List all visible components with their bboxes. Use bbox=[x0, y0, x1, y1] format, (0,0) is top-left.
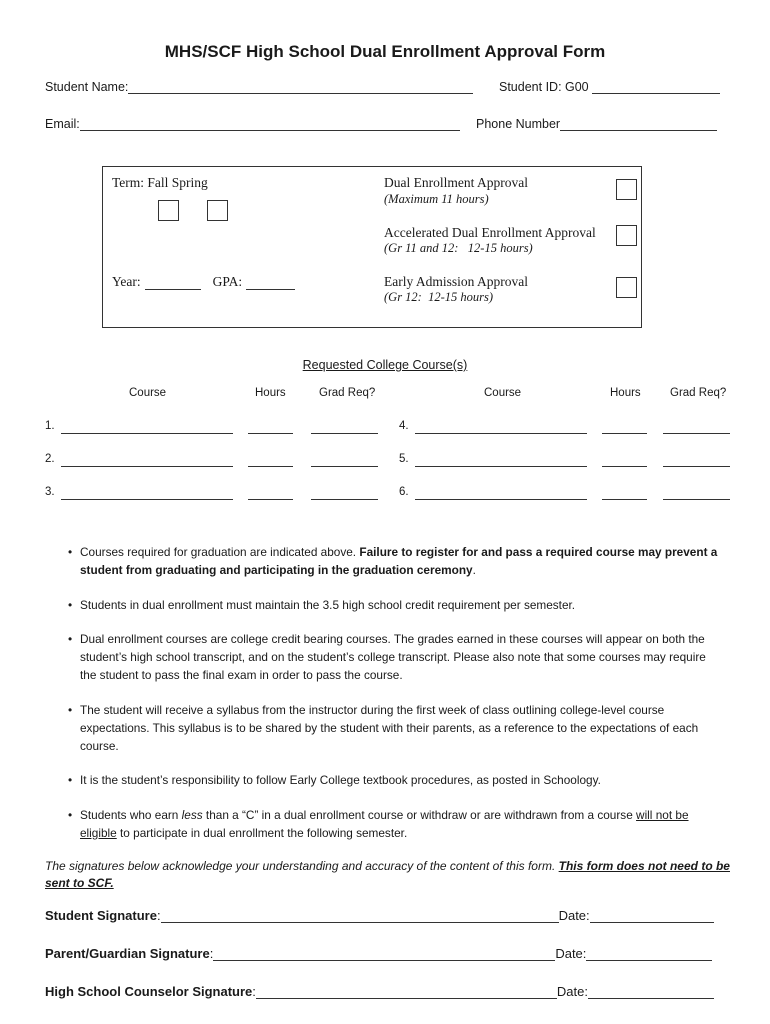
colon: : bbox=[209, 946, 214, 961]
student-signature-field[interactable] bbox=[161, 910, 559, 923]
row-number: 5. bbox=[399, 453, 409, 465]
counselor-signature-row bbox=[45, 984, 714, 999]
page-title: MHS/SCF High School Dual Enrollment Approval Form bbox=[164, 42, 606, 61]
hours-1-field[interactable] bbox=[248, 433, 293, 434]
student-name-field[interactable] bbox=[128, 81, 473, 94]
early-admission-checkbox[interactable] bbox=[616, 277, 637, 298]
option-accelerated-subtitle: (Gr 11 and 12: 12-15 hours) bbox=[384, 241, 533, 255]
note-bold-text: This form does not need to be sent to SCF. bbox=[45, 859, 730, 890]
hours-2-field[interactable] bbox=[248, 466, 293, 467]
bullet-text: . bbox=[472, 563, 476, 577]
row-number: 4. bbox=[399, 420, 409, 432]
option-dual-subtitle: (Maximum 11 hours) bbox=[384, 192, 489, 206]
info-bullets bbox=[64, 543, 724, 858]
student-signature-row bbox=[45, 908, 714, 923]
bullet-text: Students who earn bbox=[80, 807, 182, 822]
student-name-row bbox=[45, 80, 473, 94]
year-field[interactable] bbox=[145, 278, 201, 290]
parent-signature-field[interactable] bbox=[213, 948, 555, 961]
phone-label: Phone Number bbox=[476, 117, 561, 131]
hours-6-field[interactable] bbox=[602, 499, 647, 500]
bullet-underline-text: will not be bbox=[636, 807, 689, 822]
col-grad-left: Grad Req? bbox=[319, 387, 376, 399]
counselor-signature-field[interactable] bbox=[256, 986, 557, 999]
course-6-field[interactable] bbox=[415, 499, 587, 500]
option-dual-title: Dual Enrollment Approval bbox=[384, 175, 528, 190]
colon: : bbox=[252, 984, 256, 999]
row-number: 1. bbox=[45, 420, 55, 432]
grad-1-field[interactable] bbox=[311, 433, 378, 434]
course-3-field[interactable] bbox=[61, 499, 233, 500]
term-label: Term: Fall Spring bbox=[112, 175, 208, 190]
student-signature-label: Student Signature bbox=[45, 908, 157, 923]
signature-note bbox=[45, 858, 735, 892]
col-course-right: Course bbox=[484, 387, 522, 399]
option-early-title: Early Admission Approval bbox=[384, 274, 528, 289]
date-label: Date: bbox=[555, 946, 587, 961]
counselor-signature-label: High School Counselor Signature bbox=[45, 984, 253, 999]
course-2-field[interactable] bbox=[61, 466, 233, 467]
date-label: Date: bbox=[556, 984, 588, 999]
term-spring-checkbox[interactable] bbox=[207, 200, 228, 221]
bullet-college-credit: • Dual enrollment courses are college credit bearing courses. The grades earned in these courses will appear on both the student’s high school transcript, and on the student’s college transcript. Please also note that some courses may require the student to pass the final exam in order to pass the course. bbox=[64, 630, 724, 684]
col-grad-right: Grad Req? bbox=[670, 387, 727, 399]
grad-3-field[interactable] bbox=[311, 499, 378, 500]
bullet-italic-text: less bbox=[181, 807, 203, 822]
bullet-bold-text: Failure to register for and pass a required course may prevent a student from graduating and participating in the graduation ceremony bbox=[80, 545, 718, 577]
gpa-field[interactable] bbox=[246, 278, 295, 290]
hours-3-field[interactable] bbox=[248, 499, 293, 500]
col-hours-right: Hours bbox=[610, 387, 641, 399]
col-course-left: Course bbox=[129, 387, 167, 399]
year-gpa-row bbox=[112, 274, 295, 290]
row-number: 6. bbox=[399, 486, 409, 498]
accelerated-checkbox[interactable] bbox=[616, 225, 637, 246]
student-name-label: Student Name: bbox=[45, 80, 129, 94]
student-id-field[interactable] bbox=[592, 81, 720, 94]
bullet-text: Courses required for graduation are indicated above. bbox=[80, 545, 360, 559]
grad-6-field[interactable] bbox=[663, 499, 730, 500]
bullet-text: to participate in dual enrollment the following semester. bbox=[116, 825, 408, 840]
note-text: The signatures below acknowledge your understanding and accuracy of the content of this form. bbox=[45, 859, 559, 873]
phone-field[interactable] bbox=[560, 118, 717, 131]
bullet-graduation bbox=[64, 543, 724, 579]
row-number: 2. bbox=[45, 453, 55, 465]
year-label: Year: bbox=[112, 274, 141, 289]
hours-4-field[interactable] bbox=[602, 433, 647, 434]
bullet-underline-text: eligible bbox=[80, 825, 117, 840]
student-date-field[interactable] bbox=[590, 910, 714, 923]
phone-row bbox=[476, 117, 717, 131]
gpa-label: GPA: bbox=[212, 274, 243, 289]
parent-date-field[interactable] bbox=[586, 948, 712, 961]
course-5-field[interactable] bbox=[415, 466, 587, 467]
hours-5-field[interactable] bbox=[602, 466, 647, 467]
col-hours-left: Hours bbox=[255, 387, 286, 399]
bullet-textbook: • It is the student’s responsibility to follow Early College textbook procedures, as posted in Schoology. bbox=[64, 771, 724, 789]
bullet-syllabus: • The student will receive a syllabus from the instructor during the first week of class outlining college-level course expectations. This syllabus is to be shared by the student with their parents, as a reference to the expectations of each course. bbox=[64, 701, 724, 755]
course-4-field[interactable] bbox=[415, 433, 587, 434]
bullet-text: than a “C” in a dual enrollment course or withdraw or are withdrawn from a course bbox=[202, 807, 637, 822]
grad-4-field[interactable] bbox=[663, 433, 730, 434]
email-field[interactable] bbox=[80, 118, 460, 131]
date-label: Date: bbox=[558, 908, 590, 923]
email-label: Email: bbox=[45, 117, 80, 131]
student-id-label: Student ID: G00 bbox=[499, 80, 589, 94]
dual-enrollment-checkbox[interactable] bbox=[616, 179, 637, 200]
student-id-row bbox=[499, 80, 720, 94]
option-early-subtitle: (Gr 12: 12-15 hours) bbox=[384, 290, 494, 304]
counselor-date-field[interactable] bbox=[588, 986, 714, 999]
course-1-field[interactable] bbox=[61, 433, 233, 434]
row-number: 3. bbox=[45, 486, 55, 498]
parent-signature-label: Parent/Guardian Signature bbox=[45, 946, 210, 961]
option-accelerated-title: Accelerated Dual Enrollment Approval bbox=[384, 225, 596, 240]
parent-signature-row bbox=[45, 946, 712, 961]
colon: : bbox=[156, 908, 161, 923]
courses-heading: Requested College Course(s) bbox=[302, 358, 468, 372]
term-fall-checkbox[interactable] bbox=[158, 200, 179, 221]
email-row bbox=[45, 117, 460, 131]
bullet-eligibility bbox=[64, 806, 724, 842]
bullet-credit: • Students in dual enrollment must maintain the 3.5 high school credit requirement per semester. bbox=[64, 596, 724, 614]
grad-2-field[interactable] bbox=[311, 466, 378, 467]
grad-5-field[interactable] bbox=[663, 466, 730, 467]
